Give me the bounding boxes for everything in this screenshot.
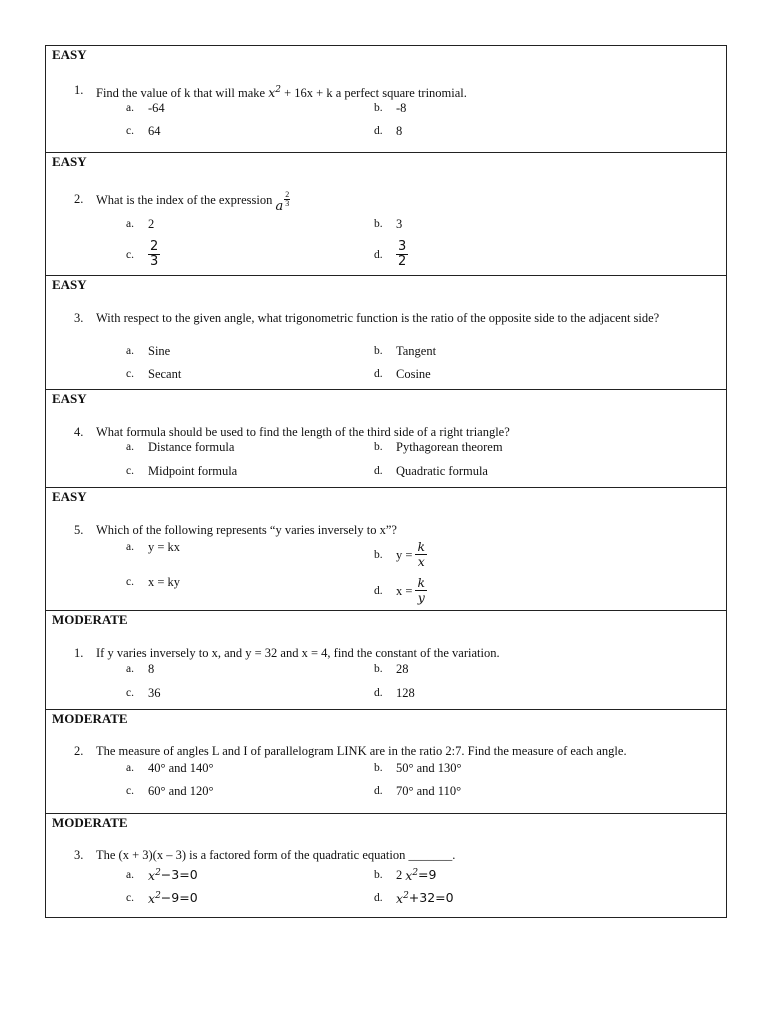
option-b[interactable]: b. 50° and 130°	[374, 761, 462, 775]
option-d[interactable]: d. $\frac{3}{2}$	[374, 239, 407, 269]
option-c[interactable]: c. 36	[126, 686, 161, 700]
difficulty-label: EASY	[52, 154, 87, 169]
option-d[interactable]: d. 128	[374, 686, 415, 700]
option-c[interactable]: c. Secant	[126, 367, 182, 381]
question-number: 5.	[74, 523, 84, 537]
option-b[interactable]: b. Pythagorean theorem	[374, 440, 503, 454]
question-text: The measure of angles L and I of parallelogram LINK are in the ratio 2:7. Find the measure of each angle.	[96, 744, 627, 758]
option-a[interactable]: a. $x^2$ −3=0	[126, 866, 198, 884]
question-number: 3.	[74, 848, 84, 862]
question-number: 2.	[74, 192, 84, 206]
question-block	[46, 487, 726, 610]
question-text: With respect to the given angle, what trigonometric function is the ratio of the opposite side to the adjacent side?	[96, 311, 660, 325]
question-stem	[74, 743, 714, 759]
option-a[interactable]: a. Distance formula	[126, 440, 235, 454]
question-stem	[74, 847, 714, 863]
difficulty-label: EASY	[52, 391, 87, 406]
option-a[interactable]: a. Sine	[126, 344, 171, 358]
difficulty-label: MODERATE	[52, 612, 128, 627]
question-text: If y varies inversely to x, and y = 32 and x = 4, find the constant of the variation.	[96, 646, 500, 660]
math-expression: a 2 3	[275, 190, 290, 214]
option-b[interactable]: b. y = $\frac{k}{x}$	[374, 539, 426, 569]
quiz-table	[45, 45, 727, 918]
question-block	[46, 610, 726, 709]
option-d[interactable]: d. $x^2$ +32=0	[374, 889, 454, 907]
question-text: What formula should be used to find the length of the third side of a right triangle?	[96, 425, 510, 439]
option-b[interactable]: b. Tangent	[374, 344, 437, 358]
question-number: 1.	[74, 83, 84, 97]
question-stem	[74, 424, 714, 440]
option-a[interactable]: a. 40° and 140°	[126, 761, 214, 775]
option-a[interactable]: a. -64	[126, 101, 165, 115]
option-a[interactable]: a. 8	[126, 662, 155, 676]
option-b[interactable]: b. 2 $x^2$ =9	[374, 866, 437, 884]
question-stem	[74, 522, 714, 538]
option-a[interactable]: a. y = kx	[126, 540, 181, 554]
question-stem	[74, 645, 714, 661]
question-number: 2.	[74, 744, 84, 758]
option-c[interactable]: c. $x^2$ −9=0	[126, 889, 198, 907]
difficulty-label: MODERATE	[52, 711, 128, 726]
question-block	[46, 46, 726, 152]
question-number: 1.	[74, 646, 84, 660]
question-text: The (x + 3)(x – 3) is a factored form of the quadratic equation _______.	[96, 848, 456, 862]
math-term: $x^2$	[268, 85, 281, 101]
question-text-tail: + 16x + k a perfect square trinomial.	[284, 86, 467, 101]
question-text: Find the value of k that will make	[96, 86, 266, 101]
option-c[interactable]: c. Midpoint formula	[126, 464, 238, 478]
option-c[interactable]: c. x = ky	[126, 575, 181, 589]
question-number: 4.	[74, 425, 84, 439]
question-block	[46, 813, 726, 917]
question-stem	[74, 310, 714, 326]
question-number: 3.	[74, 311, 84, 325]
question-block	[46, 389, 726, 487]
question-block	[46, 709, 726, 813]
option-b[interactable]: b. 28	[374, 662, 409, 676]
option-d[interactable]: d. Quadratic formula	[374, 464, 488, 478]
option-d[interactable]: d. 8	[374, 124, 403, 138]
option-d[interactable]: d. x = $\frac{k}{y}$	[374, 575, 426, 605]
difficulty-label: MODERATE	[52, 815, 128, 830]
option-b[interactable]: b. 3	[374, 217, 403, 231]
question-block	[46, 152, 726, 275]
question-stem	[74, 82, 714, 101]
difficulty-label: EASY	[52, 277, 87, 292]
difficulty-label: EASY	[52, 489, 87, 504]
option-b[interactable]: b. -8	[374, 101, 407, 115]
option-c[interactable]: c. 64	[126, 124, 161, 138]
option-c[interactable]: c. $\frac{2}{3}$	[126, 239, 159, 269]
option-a[interactable]: a. 2	[126, 217, 155, 231]
question-text: What is the index of the expression	[96, 193, 273, 207]
option-d[interactable]: d. 70° and 110°	[374, 784, 462, 798]
option-c[interactable]: c. 60° and 120°	[126, 784, 214, 798]
question-stem	[74, 191, 714, 215]
question-block	[46, 275, 726, 389]
difficulty-label: EASY	[52, 47, 87, 62]
option-d[interactable]: d. Cosine	[374, 367, 431, 381]
question-text: Which of the following represents “y varies inversely to x”?	[96, 523, 397, 537]
